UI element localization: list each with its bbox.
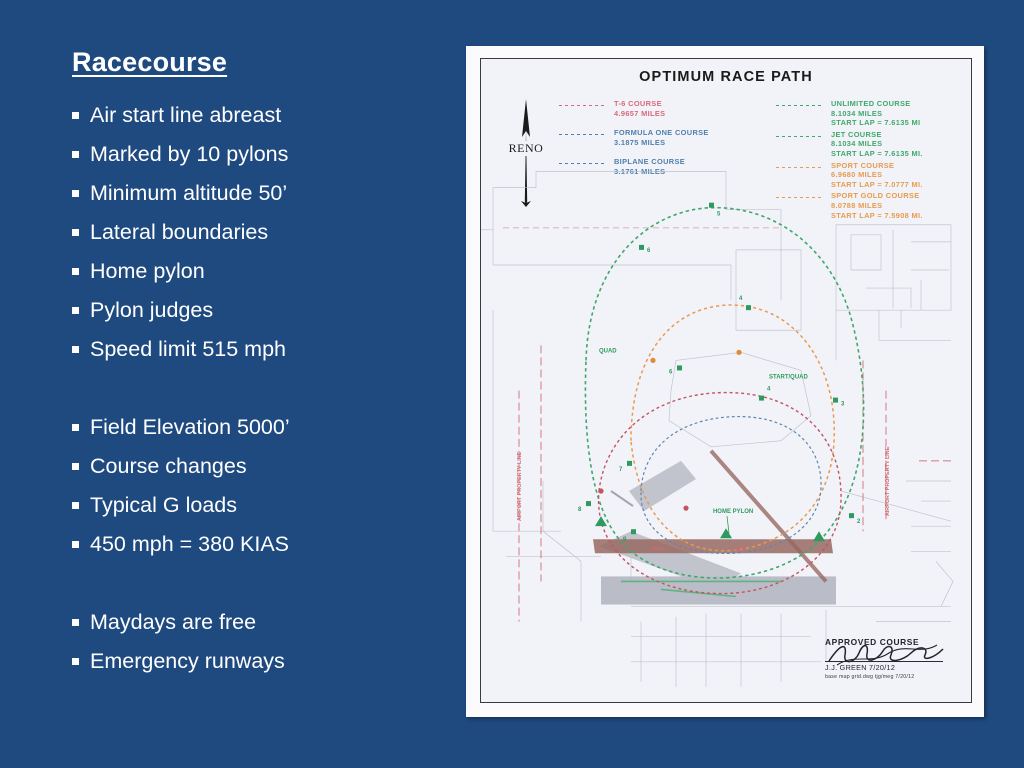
list-item <box>72 330 452 369</box>
list-item <box>72 642 452 681</box>
approved-course-signature-block <box>825 637 957 680</box>
list-item-label: Home pylon <box>90 258 205 283</box>
list-item-label: Emergency runways <box>90 648 285 673</box>
start-quad-label: START/QUAD <box>769 374 808 381</box>
bullet-list-group-1 <box>72 96 452 369</box>
svg-text:5: 5 <box>717 211 721 218</box>
airport-property-line <box>503 228 951 622</box>
signature-icon <box>825 641 957 663</box>
list-item <box>72 174 452 213</box>
legend-course-distance: 8.0788 MILES <box>831 200 883 210</box>
bullet-square-icon <box>72 268 79 275</box>
runway-label-right: 16/34 <box>733 546 747 553</box>
legend-course-name: BIPLANE COURSE <box>614 157 686 167</box>
legend-course-start-lap: START LAP = 7.5908 MI. <box>831 210 923 220</box>
list-item-label: Typical G loads <box>90 492 237 517</box>
legend-course-distance: 3.1875 MILES <box>614 137 666 147</box>
svg-text:6: 6 <box>669 369 673 376</box>
legend-course-distance: 3.1761 MILES <box>614 166 666 176</box>
list-item <box>72 291 452 330</box>
bullet-square-icon <box>72 229 79 236</box>
bullet-square-icon <box>72 346 79 353</box>
legend-course-name: FORMULA ONE COURSE <box>614 128 709 138</box>
svg-text:2: 2 <box>857 519 861 526</box>
list-item <box>72 408 452 447</box>
pylon-number-labels <box>578 212 861 544</box>
legend-course-distance: 8.1034 MILES <box>831 139 883 149</box>
svg-text:4: 4 <box>739 296 743 303</box>
quad-label: QUAD <box>599 348 617 355</box>
pylon-markers <box>586 203 854 542</box>
basemap-note: base map grid.dwg tjg/meg 7/20/12 <box>825 674 915 680</box>
approved-course-label: APPROVED COURSE <box>825 637 920 647</box>
list-item-label: Marked by 10 pylons <box>90 141 289 166</box>
bullet-square-icon <box>72 190 79 197</box>
svg-text:6: 6 <box>647 247 651 254</box>
legend-course-distance: 6.9680 MILES <box>831 170 883 180</box>
list-item-label: Air start line abreast <box>90 102 282 127</box>
list-item <box>72 135 452 174</box>
bullet-square-icon <box>72 463 79 470</box>
legend-course-name: SPORT GOLD COURSE <box>831 191 920 201</box>
list-item <box>72 486 452 525</box>
page-title: Racecourse <box>72 47 228 77</box>
legend-course-name: T-6 COURSE <box>614 99 662 108</box>
property-line-label-left: AIRPORT PROPERTY LINE <box>517 451 523 522</box>
text-content-column <box>72 48 452 681</box>
bullet-square-icon <box>72 541 79 548</box>
home-pylon-label: HOME PYLON <box>713 509 754 516</box>
bullet-square-icon <box>72 619 79 626</box>
legend-course-distance: 4.9657 MILES <box>614 108 666 118</box>
runway-label-left: 16/34 <box>651 546 665 553</box>
legend-course-name: UNLIMITED COURSE <box>831 99 911 108</box>
list-item-label: Minimum altitude 50’ <box>90 180 288 205</box>
signature-name-date: J.J. GREEN 7/20/12 <box>825 663 896 672</box>
bullet-square-icon <box>72 151 79 158</box>
map-drawing <box>481 59 971 702</box>
bullet-square-icon <box>72 424 79 431</box>
race-course-map-image <box>466 46 984 717</box>
legend-course-name: SPORT COURSE <box>831 160 895 170</box>
legend-course-start-lap: START LAP = 7.6135 MI <box>831 118 921 128</box>
legend-course-start-lap: START LAP = 7.0777 MI. <box>831 179 923 189</box>
list-item-label: Course changes <box>90 453 247 478</box>
svg-text:9: 9 <box>623 537 627 544</box>
compass-label: RENO <box>503 141 549 156</box>
list-item <box>72 252 452 291</box>
list-item <box>72 213 452 252</box>
legend-course-start-lap: START LAP = 7.6135 MI. <box>831 148 923 158</box>
svg-text:3: 3 <box>841 401 845 408</box>
bullet-square-icon <box>72 658 79 665</box>
list-item-label: Speed limit 515 mph <box>90 336 286 361</box>
bullet-list-group-2 <box>72 408 452 564</box>
bullet-square-icon <box>72 112 79 119</box>
list-item <box>72 96 452 135</box>
map-sheet <box>480 58 972 703</box>
bullet-square-icon <box>72 307 79 314</box>
list-item-label: Maydays are free <box>90 609 257 634</box>
svg-text:7: 7 <box>619 466 623 473</box>
property-line-label-right: AIRPORT PROPERTY LINE <box>885 446 891 517</box>
list-item-label: Field Elevation 5000’ <box>90 414 290 439</box>
list-item-label: 450 mph = 380 KIAS <box>90 531 290 556</box>
list-spacer <box>72 369 452 408</box>
basemap-parcel-lines <box>481 172 953 687</box>
legend-course-name: JET COURSE <box>831 129 882 139</box>
bullet-list-group-3 <box>72 603 452 681</box>
svg-text:8: 8 <box>578 507 582 514</box>
list-item <box>72 525 452 564</box>
svg-text:4: 4 <box>767 386 771 393</box>
list-item <box>72 447 452 486</box>
list-item-label: Lateral boundaries <box>90 219 269 244</box>
legend-course-distance: 8.1034 MILES <box>831 108 883 118</box>
list-item-label: Pylon judges <box>90 297 214 322</box>
list-item <box>72 603 452 642</box>
airport-runways <box>593 451 836 605</box>
list-spacer <box>72 564 452 603</box>
bullet-square-icon <box>72 502 79 509</box>
map-title: OPTIMUM RACE PATH <box>639 69 813 85</box>
